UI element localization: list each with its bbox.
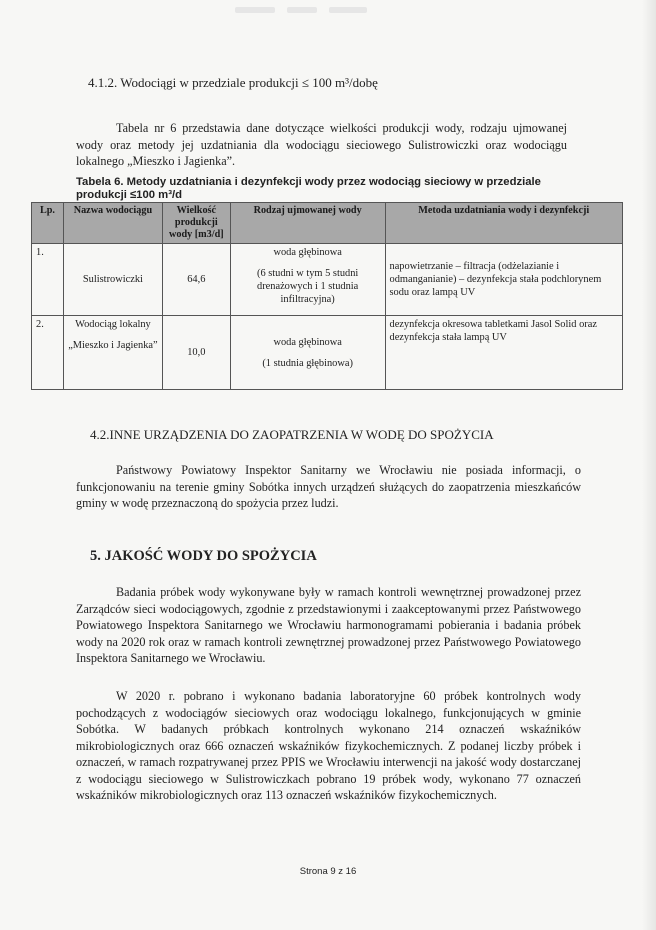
name-extra-text: „Mieszko i Jagienka” [68, 340, 158, 351]
water-type-text: woda głębinowa [273, 247, 342, 258]
header-lp: Lp. [32, 203, 64, 244]
table-row [32, 244, 623, 316]
section-5-heading: 5. JAKOŚĆ WODY DO SPOŻYCIA [90, 548, 317, 564]
cell-production: 64,6 [162, 244, 230, 316]
cell-lp: 2. [32, 316, 64, 390]
cell-production: 10,0 [162, 316, 230, 390]
section-5-paragraph-2: W 2020 r. pobrano i wykonano badania laboratoryjne 60 próbek kontrolnych wody pochodzących z wodociągów sieciowych oraz wodociągu lokalnego, funkcjonujących w gminie Sobótka. W badanych próbkach kontrolnych wykonano 214 oznaczeń wskaźników mikrobiologicznych oraz 666 oznaczeń wskaźników fizykochemicznych. Z podanej liczby próbek i oznaczeń, w ramach rozpatrywanej przez PPIS we Wrocławiu interwencji na jakość wody dostarczanej z wodociągu sieciowego w Sulistrowiczkach pobrano 19 próbek wody, wykonano 77 oznaczeń wskaźników mikrobiologicznych oraz 113 oznaczeń wskaźników fizykochemicznych. [76, 689, 581, 802]
section-5-paragraph-1: Badania próbek wody wykonywane były w ramach kontroli wewnętrznej prowadzonej przez Zarządców sieci wodociągowych, zgodnie z przedstawionymi i zaakceptowanymi przez Państwowego Powiatowego Inspektora Sanitarnego we Wrocławiu harmonogramami pobierania i badania próbek wody na 2020 rok oraz w ramach kontroli zewnętrznej prowadzonej przez Państwowego Powiatowego Inspektora Sanitarnego we Wrocławiu. [76, 585, 581, 665]
table-row [32, 316, 623, 390]
table-caption: Tabela 6. Metody uzdatniania i dezynfekcji wody przez wodociąg sieciowy w przedziale produkcji ≤100 m³/d [76, 176, 541, 201]
section-4-2-heading: 4.2.INNE URZĄDZENIA DO ZAOPATRZENIA W WODĘ DO SPOŻYCIA [90, 427, 494, 442]
cell-lp: 1. [32, 244, 64, 316]
intro-paragraph: Tabela nr 6 przedstawia dane dotyczące wielkości produkcji wody, rodzaju ujmowanej wody oraz metody jej uzdatniania dla wodociągu sieciowego Sulistrowiczki oraz wodociągu lokalnego „Mieszko i Jagienka”. [76, 121, 567, 168]
name-text: Wodociąg lokalny [75, 319, 151, 330]
section-4-1-2-heading: 4.1.2. Wodociągi w przedziale produkcji ≤ 100 m³/dobę [88, 75, 378, 90]
table-header-row [32, 203, 623, 244]
cell-method: dezynfekcja okresowa tabletkami Jasol Solid oraz dezynfekcja stała lampą UV [385, 316, 623, 390]
page-number-footer: Strona 9 z 16 [299, 866, 357, 877]
cell-water-type [230, 316, 385, 390]
cell-name: Sulistrowiczki [63, 244, 162, 316]
header-method: Metoda uzdatniania wody i dezynfekcji [385, 203, 623, 244]
header-production: Wielkość produkcji wody [m3/d] [162, 203, 230, 244]
water-type-text: woda głębinowa [273, 336, 342, 348]
water-treatment-table [31, 202, 623, 390]
section-4-2-paragraph: Państwowy Powiatowy Inspektor Sanitarny we Wrocławiu nie posiada informacji, o funkcjonowaniu na terenie gminy Sobótka innych urządzeń służących do zaopatrzenia mieszkańców gminy w wodę przeznaczoną do spożycia przez ludzi. [76, 463, 581, 510]
water-source-note: (6 studni w tym 5 studni drenażowych i 1 studnia infiltracyjna) [256, 268, 359, 305]
header-water-type: Rodzaj ujmowanej wody [230, 203, 385, 244]
page-edge-shadow [642, 0, 656, 930]
cell-name [63, 316, 162, 390]
cell-method: napowietrzanie – filtracja (odżelazianie i odmanganianie) – dezynfekcja stała podchlorynem sodu oraz lampą UV [385, 244, 623, 316]
water-source-note: (1 studnia głębinowa) [262, 357, 353, 369]
faint-header-mark [235, 0, 385, 10]
cell-water-type [230, 244, 385, 316]
header-name: Nazwa wodociągu [63, 203, 162, 244]
